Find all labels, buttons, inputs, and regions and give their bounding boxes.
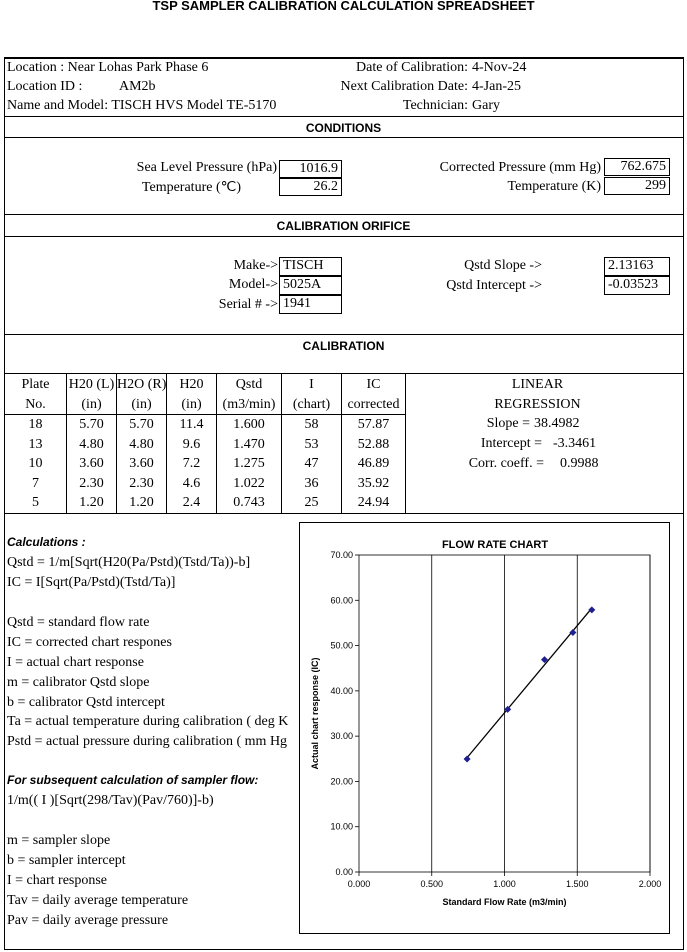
table-cell: 58 <box>304 417 319 432</box>
regression-title: LINEAR REGRESSION <box>494 377 581 412</box>
col-header-plate: Plate No. <box>21 377 50 412</box>
definition-line: b = calibrator Qstd intercept <box>7 695 165 710</box>
technician-label: Technician: <box>402 98 468 113</box>
table-cell: 1.470 <box>233 436 265 452</box>
table-cell: 24.94 <box>357 495 390 510</box>
y-tick-label: 10.00 <box>330 821 353 832</box>
y-tick-label: 30.00 <box>330 731 353 742</box>
table-cell: 10 <box>28 456 43 471</box>
definition-line: Qstd = standard flow rate <box>7 615 150 630</box>
location-id-label: Location ID : <box>7 79 83 94</box>
temperature-k-label: Temperature (K) <box>507 179 601 194</box>
orifice-make-value: TISCH <box>279 257 342 276</box>
table-cell: 4.6 <box>182 475 201 491</box>
location-id-value: AM2b <box>119 79 156 94</box>
subsequent-heading: For subsequent calculation of sampler flow: <box>7 773 259 787</box>
definition-line: m = calibrator Qstd slope <box>7 675 150 690</box>
name-model-text: Name and Model: TISCH HVS Model TE-5170 <box>7 98 277 113</box>
table-cell: 46.89 <box>357 456 390 471</box>
table-cell: 1.275 <box>233 456 265 471</box>
data-point <box>588 606 595 613</box>
sea-level-pressure-label: Sea Level Pressure (hPa) <box>136 160 277 175</box>
table-cell: 4.80 <box>129 436 154 452</box>
regression-corr-label: Corr. coeff. = <box>468 456 544 471</box>
temperature-k-value: 299 <box>604 177 670 195</box>
orifice-model-value: 5025A <box>279 276 342 295</box>
table-cell: 11.4 <box>179 417 204 432</box>
orifice-intercept-label: Qstd Intercept -> <box>446 278 542 293</box>
technician-value: Gary <box>472 98 500 113</box>
sampler-definition: m = sampler slope <box>7 833 111 848</box>
col-divider <box>405 373 406 513</box>
col-header-i: I (chart) <box>292 377 331 412</box>
table-cell: 5.70 <box>129 417 154 432</box>
table-cell: 1.20 <box>79 495 104 510</box>
table-cell: 35.92 <box>357 475 390 491</box>
sampler-definition: b = sampler intercept <box>7 853 126 868</box>
col-header-ic: IC corrected <box>347 377 400 412</box>
orifice-slope-label: Qstd Slope -> <box>464 258 542 273</box>
table-cell: 7.2 <box>182 456 201 471</box>
x-tick-label: 2.000 <box>638 879 662 889</box>
sampler-definition: I = chart response <box>7 873 108 888</box>
col-header-h2o: H20 (in) <box>179 377 204 412</box>
page-title: TSP SAMPLER CALIBRATION CALCULATION SPREADSHEET <box>152 0 535 13</box>
divider <box>4 137 684 138</box>
x-tick-label: 0.000 <box>347 879 371 889</box>
orifice-intercept-value: -0.03523 <box>604 276 670 295</box>
divider <box>4 334 684 335</box>
flow-rate-chart <box>299 522 670 934</box>
next-date-label: Next Calibration Date: <box>340 79 468 94</box>
table-cell: 18 <box>28 417 43 432</box>
regression-intercept-label: Intercept = <box>480 436 542 451</box>
formula-ic: IC = I[Sqrt(Pa/Pstd)(Tstd/Ta)] <box>7 575 176 590</box>
divider <box>4 513 684 514</box>
x-axis-label: Standard Flow Rate (m3/min) <box>442 897 567 907</box>
y-tick-label: 70.00 <box>330 550 353 560</box>
data-point <box>569 629 576 636</box>
corrected-pressure-value: 762.675 <box>604 158 670 176</box>
regression-slope-label: Slope = <box>486 416 530 431</box>
col-header-qstd: Qstd (m3/min) <box>222 377 276 412</box>
data-point <box>464 756 471 763</box>
date-label: Date of Calibration: <box>356 60 468 75</box>
orifice-title: CALIBRATION ORIFICE <box>276 219 411 233</box>
sampler-definition: Tav = daily average temperature <box>7 893 189 908</box>
next-date-value: 4-Jan-25 <box>472 79 521 94</box>
table-cell: 7 <box>32 475 39 491</box>
formula-qstd: Qstd = 1/m[Sqrt(H20(Pa/Pstd)(Tstd/Ta))-b] <box>7 555 251 570</box>
date-value: 4-Nov-24 <box>472 60 527 75</box>
table-cell: 52.88 <box>357 436 390 452</box>
regression-intercept-value: -3.3461 <box>553 436 597 451</box>
y-tick-label: 20.00 <box>330 776 353 787</box>
table-cell: 4.80 <box>79 436 104 452</box>
col-header-h2o-right: H2O (R) (in) <box>117 377 166 412</box>
x-tick-label: 1.500 <box>565 879 589 889</box>
col-header-h2o-left: H20 (L) (in) <box>68 377 115 412</box>
temperature-c-value: 26.2 <box>279 178 342 196</box>
divider <box>4 236 684 237</box>
definition-line: Ta = actual temperature during calibration ( deg K <box>7 714 289 729</box>
table-cell: 2.30 <box>79 475 104 491</box>
y-tick-label: 0.00 <box>335 867 353 877</box>
table-cell: 1.20 <box>129 495 154 510</box>
sea-level-pressure-value: 1016.9 <box>279 160 342 178</box>
chart-title: FLOW RATE CHART <box>441 539 549 551</box>
divider <box>4 116 684 117</box>
y-axis-label: Actual chart response (IC) <box>310 657 320 770</box>
y-tick-label: 40.00 <box>330 685 353 696</box>
table-cell: 3.60 <box>129 456 154 471</box>
conditions-title: CONDITIONS <box>305 121 382 135</box>
y-tick-label: 60.00 <box>330 595 353 606</box>
temperature-c-label: Temperature (℃) <box>141 180 241 195</box>
orifice-slope-value: 2.13163 <box>604 257 670 276</box>
x-tick-label: 1.000 <box>493 879 516 889</box>
table-cell: 2.4 <box>182 495 201 510</box>
table-cell: 2.30 <box>129 475 154 491</box>
orifice-model-label: Model-> <box>228 277 278 292</box>
table-cell: 9.6 <box>182 436 201 452</box>
divider <box>4 214 684 215</box>
table-cell: 5 <box>32 495 39 510</box>
table-cell: 25 <box>304 495 319 510</box>
table-cell: 3.60 <box>79 456 104 471</box>
calibration-title: CALIBRATION <box>302 339 385 353</box>
chart-svg <box>300 523 671 935</box>
table-cell: 5.70 <box>79 417 104 432</box>
regression-corr-value: 0.9988 <box>560 456 599 471</box>
calculations-heading: Calculations : <box>7 535 86 549</box>
definition-line: Pstd = actual pressure during calibration ( mm Hg <box>7 734 288 749</box>
orifice-serial-label: Serial # -> <box>218 297 278 312</box>
orifice-make-label: Make-> <box>233 258 278 273</box>
y-tick-label: 50.00 <box>330 640 353 651</box>
table-cell: 1.600 <box>233 417 265 432</box>
divider <box>4 373 684 374</box>
table-cell: 0.743 <box>233 495 265 510</box>
table-cell: 1.022 <box>233 475 265 491</box>
orifice-serial-value: 1941 <box>279 295 342 314</box>
definition-line: I = actual chart response <box>7 655 144 670</box>
x-tick-label: 0.500 <box>420 879 444 889</box>
location-text: Location : Near Lohas Park Phase 6 <box>7 60 209 75</box>
regression-slope-value: 38.4982 <box>534 416 580 431</box>
definition-line: IC = corrected chart respones <box>7 635 172 650</box>
corrected-pressure-label: Corrected Pressure (mm Hg) <box>439 160 601 175</box>
table-cell: 13 <box>28 436 43 452</box>
table-cell: 53 <box>304 436 319 452</box>
table-cell: 57.87 <box>357 417 390 432</box>
table-cell: 47 <box>304 456 319 471</box>
table-cell: 36 <box>304 475 319 491</box>
sampler-definition: Pav = daily average pressure <box>7 913 169 928</box>
sampler-flow-formula: 1/m(( I )[Sqrt(298/Tav)(Pav/760)]-b) <box>7 793 214 808</box>
